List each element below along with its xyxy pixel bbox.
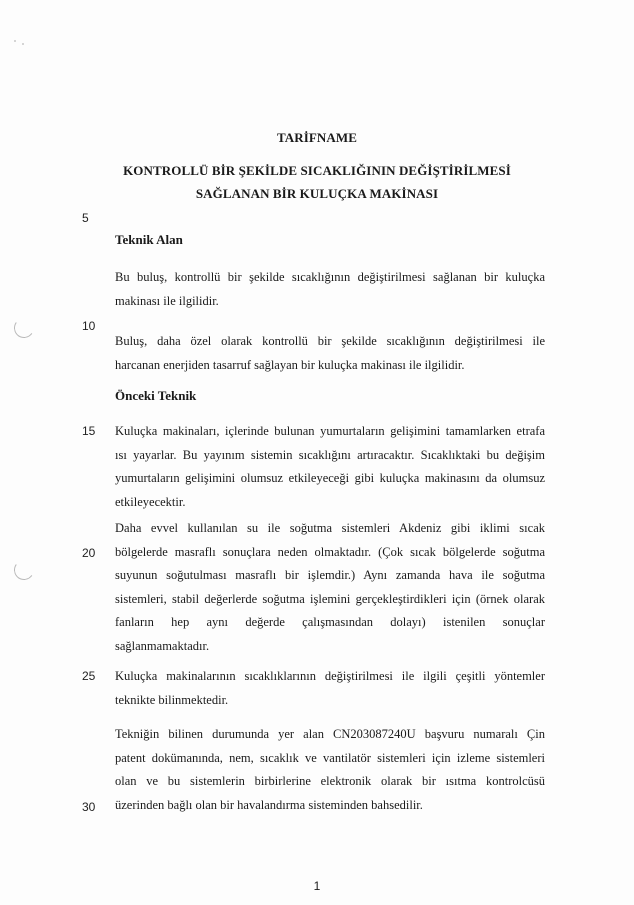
paragraph-line: sistemleri, stabil değerlerde soğutma işlemini gerçekleştirdikleri için (örnek olarak xyxy=(115,591,545,606)
paragraph xyxy=(115,665,545,712)
paragraph-line: teknikte bilinmektedir. xyxy=(115,692,229,707)
paragraph-line: patent dokümanında, nem, sıcaklık ve vantilatör sistemleri için izleme sistemleri xyxy=(115,750,545,765)
paragraph xyxy=(115,420,545,514)
binder-hole-mark xyxy=(12,316,35,339)
paragraph-line: etkileyecektir. xyxy=(115,494,186,509)
paragraph xyxy=(115,266,545,313)
section-heading-prior-art: Önceki Teknik xyxy=(115,388,197,403)
paragraph xyxy=(115,517,545,658)
paragraph xyxy=(115,723,545,817)
document-subtitle-line-2: SAĞLANAN BİR KULUÇKA MAKİNASI xyxy=(195,186,439,201)
paragraph-line: yumurtaların gelişimini olumsuz etkileyeceği gibi kuluçka makinasını da olumsuz xyxy=(115,471,545,485)
line-number: 10 xyxy=(82,319,96,333)
paragraph-line: ısı yayarlar. Bu yayınım sistemin sıcaklığını artıracaktır. Sıcaklıktaki bu değişim xyxy=(115,447,545,462)
page-number: 1 xyxy=(313,879,321,893)
line-number: 5 xyxy=(82,211,89,225)
paragraph-line: Tekniğin bilinen durumunda yer alan CN203087240U başvuru numaralı Çin xyxy=(115,727,545,741)
binder-hole-mark xyxy=(12,558,35,581)
paragraph-line: sağlanmamaktadır. xyxy=(115,638,210,653)
paragraph-line: Kuluçka makinaları, içlerinde bulunan yumurtaların gelişimini tamamlarken etrafa xyxy=(115,424,545,438)
paragraph-line: Bu buluş, kontrollü bir şekilde sıcaklığının değiştirilmesi sağlanan bir kuluçka xyxy=(115,270,545,284)
paragraph-line: olan ve bu sistemlerin birbirlerine elektronik olarak bir ısıtma kontrolcüsü xyxy=(115,774,545,788)
line-number: 20 xyxy=(82,546,96,560)
line-number: 15 xyxy=(82,424,96,438)
scan-speck xyxy=(22,43,24,45)
section-heading-technical-field: Teknik Alan xyxy=(115,232,183,247)
scan-speck xyxy=(14,40,16,42)
paragraph-line: Kuluçka makinalarının sıcaklıklarının değiştirilmesi ile ilgili çeşitli yöntemler xyxy=(115,669,545,683)
paragraph-line: üzerinden bağlı olan bir havalandırma sisteminden bahsedilir. xyxy=(115,797,423,812)
document-title: TARİFNAME xyxy=(276,130,358,145)
paragraph-line: suyunun soğutulması masraflı bir işlemdir.) Aynı zamanda hava ile soğutma xyxy=(115,568,545,582)
paragraph-line: makinası ile ilgilidir. xyxy=(115,293,219,308)
paragraph-line: Daha evvel kullanılan su ile soğutma sistemleri Akdeniz gibi iklimi sıcak xyxy=(115,521,545,535)
paragraph-line: Buluş, daha özel olarak kontrollü bir şekilde sıcaklığının değiştirilmesi ile xyxy=(115,334,545,348)
line-number: 30 xyxy=(82,800,96,814)
paragraph-line: bölgelerde masraflı sonuçlara neden olmaktadır. (Çok sıcak bölgelerde soğutma xyxy=(115,544,545,559)
paragraph-line: harcanan enerjiden tasarruf sağlayan bir kuluçka makinası ile ilgilidir. xyxy=(115,357,465,372)
line-number: 25 xyxy=(82,669,96,683)
paragraph xyxy=(115,330,545,377)
document-subtitle-line-1: KONTROLLÜ BİR ŞEKİLDE SICAKLIĞININ DEĞİŞTİRİLMESİ xyxy=(123,163,511,178)
paragraph-line: fanların hep aynı değerde çalışmasından dolayı) istenilen sonuçlar xyxy=(115,615,545,629)
